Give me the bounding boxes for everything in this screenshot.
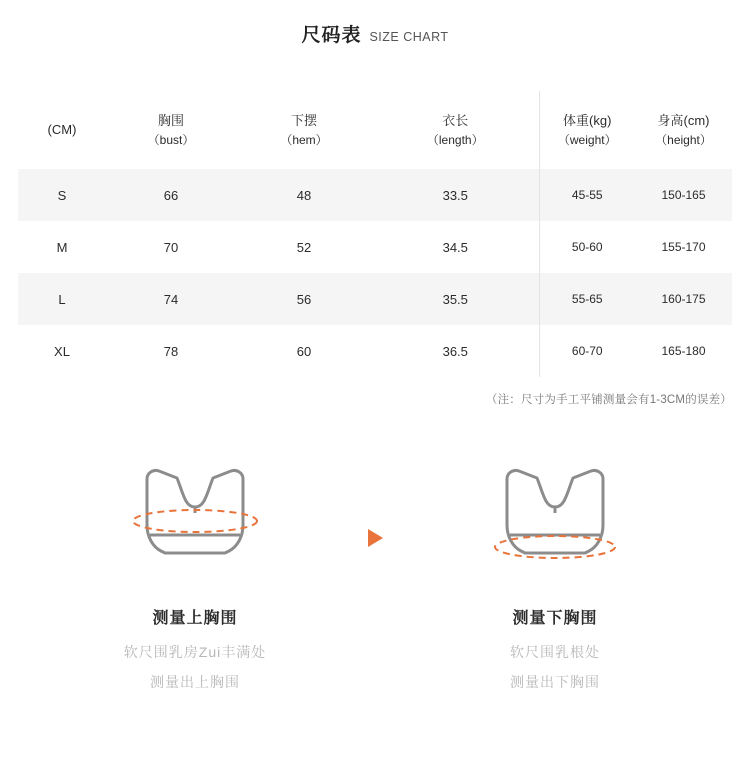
table-header-weight-cn: 体重(kg) [563, 112, 612, 128]
table-header-height-cn: 身高(cm) [657, 112, 710, 128]
cell-height: 160-175 [635, 273, 732, 325]
cell-bust: 78 [106, 325, 236, 377]
measure-upper-bust-sub2: 测量出上胸围 [150, 674, 240, 690]
size-table-wrap [18, 91, 732, 377]
measure-under-bust-caption: 测量下胸围 [512, 610, 598, 627]
triangle-right-icon [368, 529, 383, 547]
cell-weight: 60-70 [539, 325, 635, 377]
measure-under-bust-block [410, 463, 700, 692]
cell-size: S [18, 169, 106, 221]
measure-illustrations [0, 463, 750, 692]
cell-weight: 50-60 [539, 221, 635, 273]
cell-bust: 66 [106, 169, 236, 221]
measure-upper-bust-sub1: 软尺围乳房Zui丰满处 [123, 644, 267, 660]
table-header-length-cn: 衣长 [442, 112, 469, 128]
table-header-unit-label: (CM) [47, 121, 77, 137]
bra-upper-illustration-icon [125, 463, 265, 583]
cell-weight: 45-55 [539, 169, 635, 221]
cell-bust: 74 [106, 273, 236, 325]
table-row [18, 325, 732, 377]
table-header-height [635, 91, 732, 169]
cell-hem: 56 [236, 273, 372, 325]
table-header-length [372, 91, 539, 169]
page-title-en: SIZE CHART [369, 30, 449, 44]
measure-upper-bust-caption: 测量上胸围 [152, 610, 238, 627]
measure-under-bust-sub1: 软尺围乳根处 [510, 644, 600, 660]
cell-hem: 60 [236, 325, 372, 377]
cell-length: 34.5 [372, 221, 539, 273]
cell-size: M [18, 221, 106, 273]
size-table [18, 91, 732, 377]
measure-under-bust-sub2: 测量出下胸围 [510, 674, 600, 690]
table-header-hem-en: （hem） [280, 132, 328, 147]
arrow-separator [340, 463, 410, 613]
cell-height: 150-165 [635, 169, 732, 221]
cell-weight: 55-65 [539, 273, 635, 325]
table-header-bust [106, 91, 236, 169]
table-header-length-en: （length） [426, 132, 484, 147]
table-header-row [18, 91, 732, 169]
cell-hem: 52 [236, 221, 372, 273]
cell-size: L [18, 273, 106, 325]
measure-upper-bust-block [50, 463, 340, 692]
page-title-cn: 尺码表 [301, 25, 362, 46]
table-header-bust-cn: 胸围 [157, 112, 184, 128]
cell-hem: 48 [236, 169, 372, 221]
table-header-weight [539, 91, 635, 169]
cell-bust: 70 [106, 221, 236, 273]
cell-length: 33.5 [372, 169, 539, 221]
table-row [18, 273, 732, 325]
table-row [18, 221, 732, 273]
page-title [0, 0, 750, 45]
table-header-weight-en: （weight） [557, 132, 617, 147]
cell-size: XL [18, 325, 106, 377]
cell-height: 155-170 [635, 221, 732, 273]
table-header-hem-cn: 下摆 [290, 112, 317, 128]
cell-length: 35.5 [372, 273, 539, 325]
table-header-unit [18, 91, 106, 169]
bra-under-illustration-icon [485, 463, 625, 583]
cell-height: 165-180 [635, 325, 732, 377]
cell-length: 36.5 [372, 325, 539, 377]
table-header-bust-en: （bust） [147, 132, 195, 147]
table-header-height-en: （height） [655, 132, 712, 147]
measurement-note: （注：尺寸为手工平铺测量会有1-3CM的误差） [485, 394, 732, 406]
table-header-hem [236, 91, 372, 169]
table-row [18, 169, 732, 221]
